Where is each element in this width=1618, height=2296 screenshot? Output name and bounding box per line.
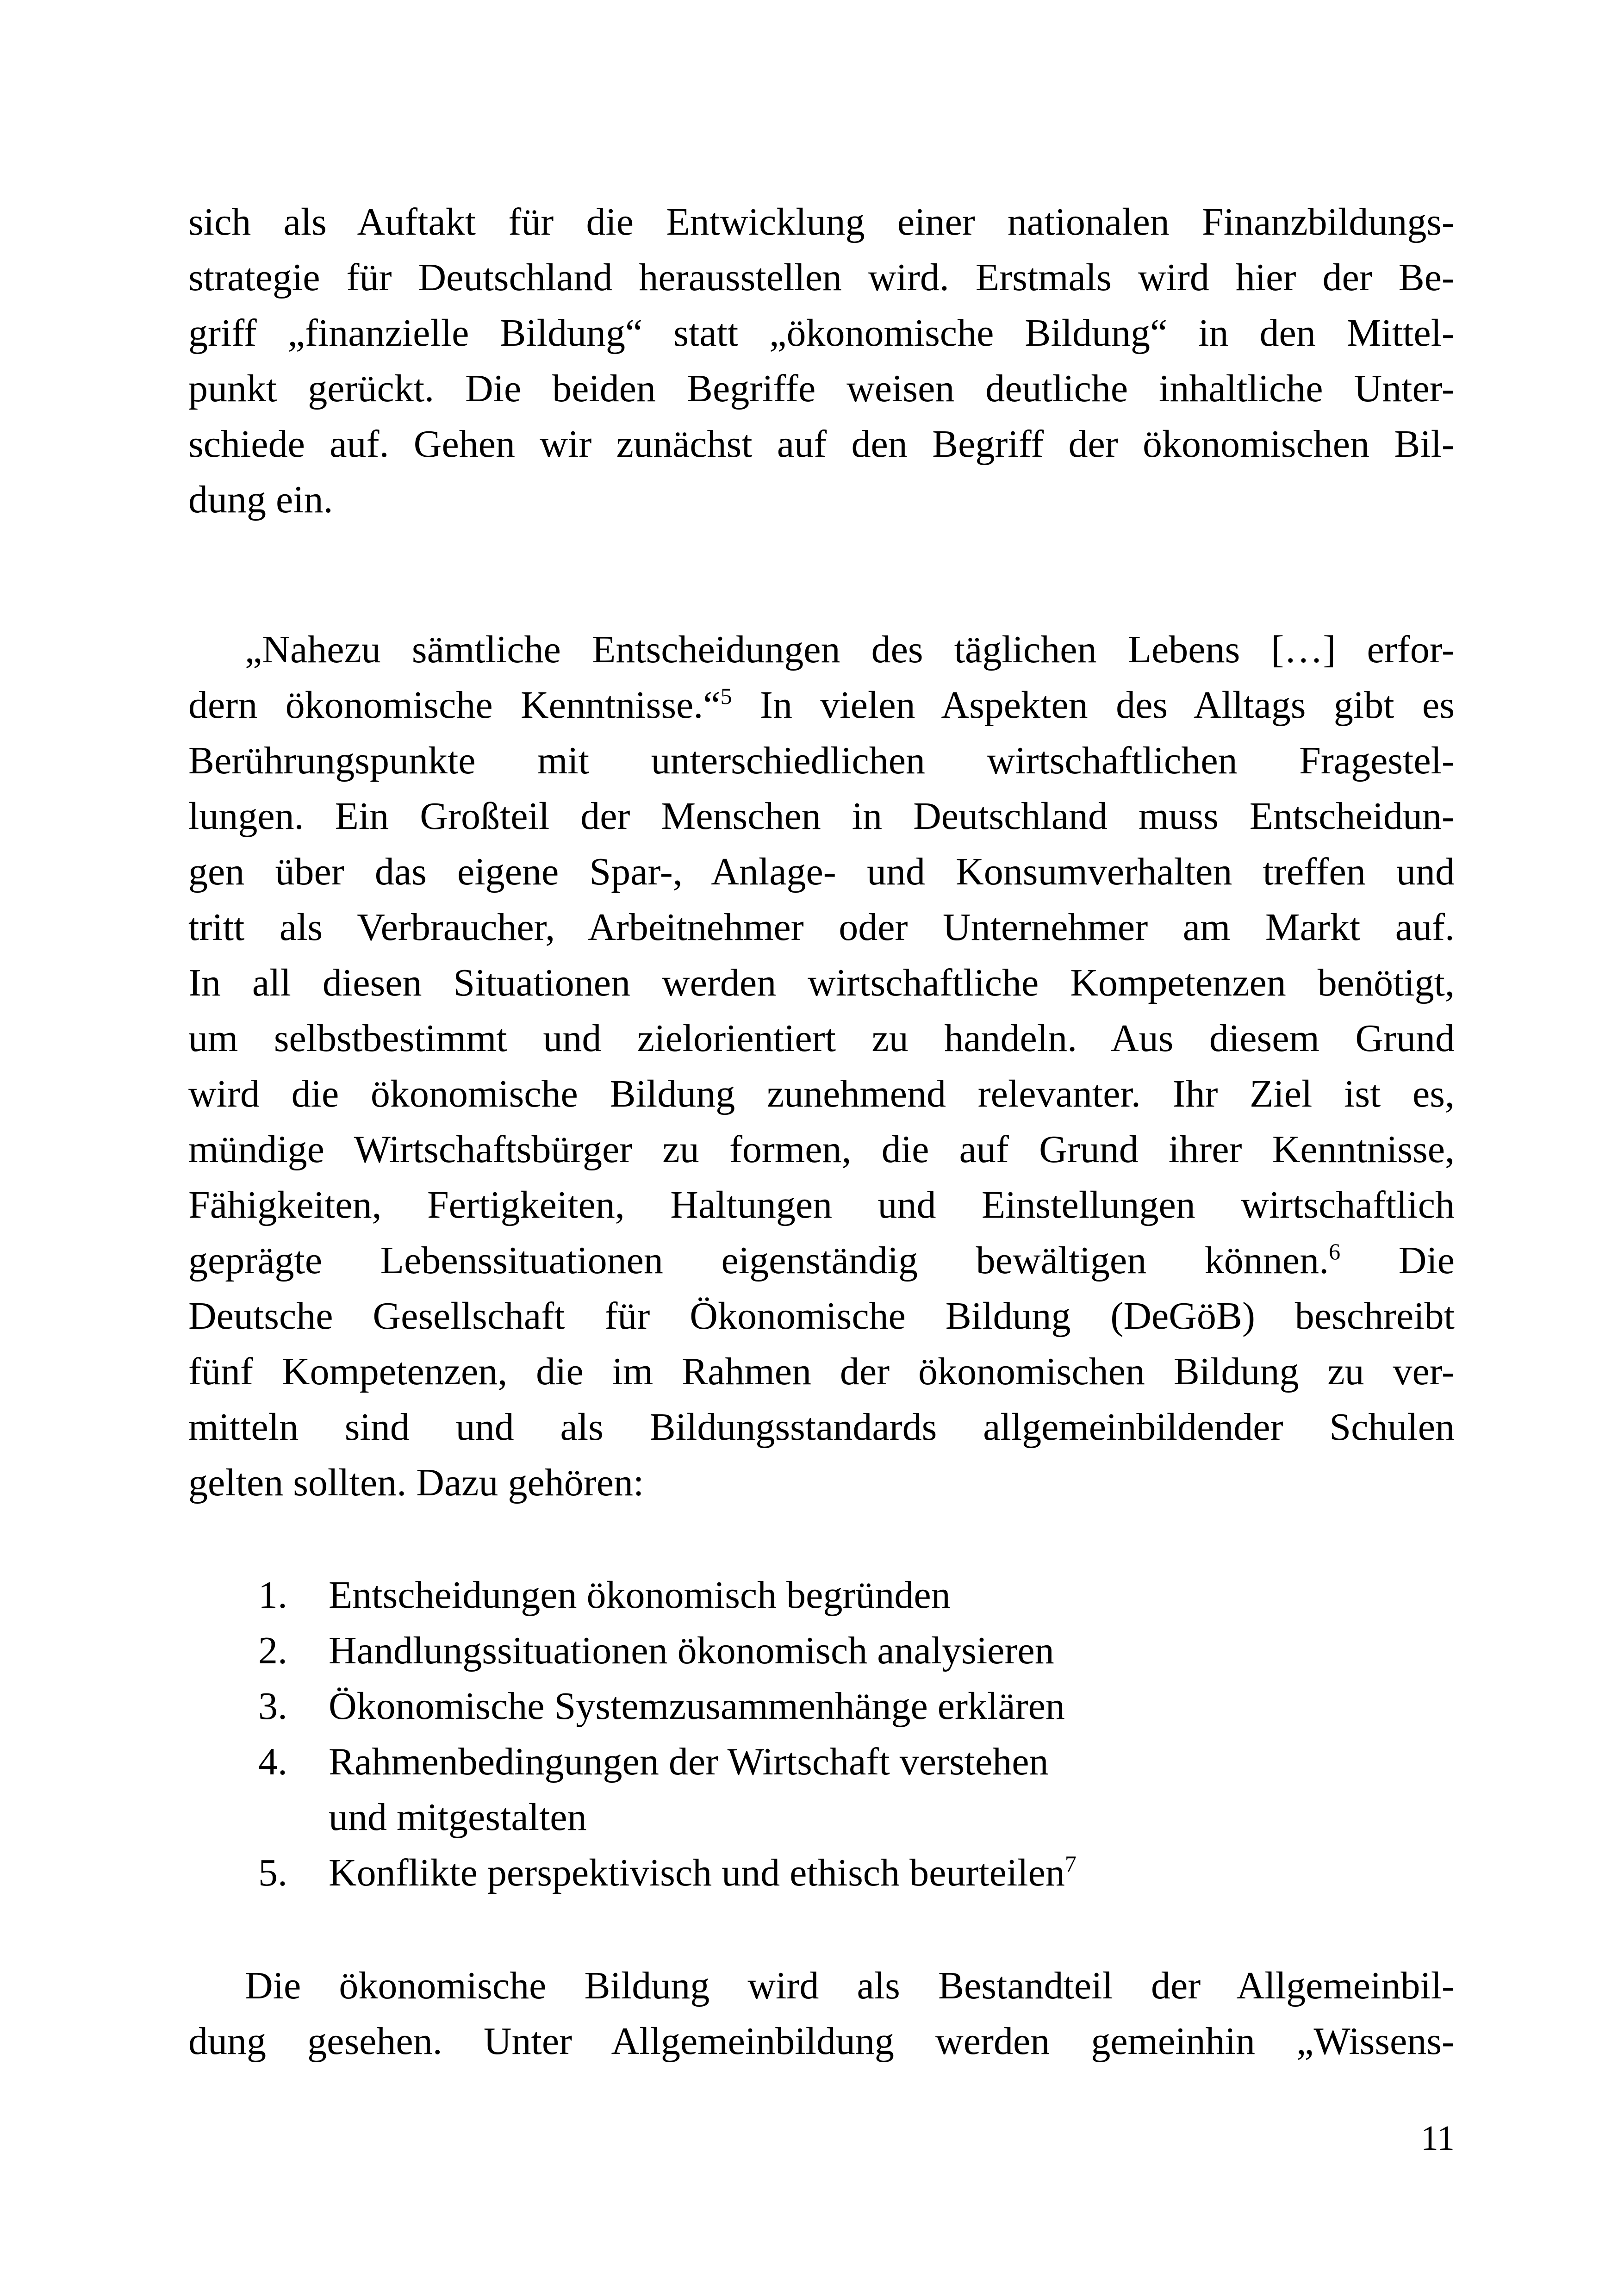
list-item-text: und mitgestalten	[329, 1796, 587, 1839]
list-item-text	[329, 1845, 1455, 1901]
paragraph-1	[188, 194, 1455, 528]
text-line	[188, 1233, 1455, 1288]
text-line: mündige Wirtschaftsbürger zu formen, die auf Grund ihrer Kenntnisse,	[188, 1128, 1455, 1171]
text-line: Fähigkeiten, Fertigkeiten, Haltungen und Einstellungen wirtschaftlich	[188, 1183, 1455, 1226]
footnote-marker-6[interactable]: 6	[1329, 1238, 1341, 1264]
text-line: dung gesehen. Unter Allgemeinbildung werden gemeinhin „Wissens-	[188, 2020, 1455, 2063]
list-item-text: Entscheidungen ökonomisch begründen	[329, 1574, 951, 1617]
text-line: Die ökonomische Bildung wird als Bestandteil der Allgemeinbil-	[245, 1964, 1455, 2007]
page-number: 11	[1420, 2119, 1455, 2158]
text-line: tritt als Verbraucher, Arbeitnehmer oder Unternehmer am Markt auf.	[188, 906, 1455, 949]
text-segment: geprägte Lebenssituationen eigenständig bewältigen können.	[188, 1239, 1329, 1282]
list-item	[188, 1679, 1455, 1734]
text-column	[188, 194, 1455, 2069]
text-line: gen über das eigene Spar-, Anlage- und Konsumverhalten treffen und	[188, 850, 1455, 893]
list-item	[188, 1845, 1455, 1901]
list-number: 3.	[258, 1685, 287, 1728]
footnote-marker-7[interactable]: 7	[1064, 1851, 1077, 1877]
text-segment: Die	[1340, 1239, 1455, 1282]
text-line: dung ein.	[188, 478, 333, 521]
text-line: In all diesen Situationen werden wirtschaftliche Kompetenzen benötigt,	[188, 961, 1455, 1004]
list-number: 4.	[258, 1740, 287, 1783]
text-line: gelten sollten. Dazu gehören:	[188, 1461, 644, 1504]
text-line: lungen. Ein Großteil der Menschen in Deutschland muss Entscheidun-	[188, 795, 1455, 838]
list-number: 1.	[258, 1574, 287, 1617]
text-line: wird die ökonomische Bildung zunehmend relevanter. Ihr Ziel ist es,	[188, 1072, 1455, 1115]
text-line: sich als Auftakt für die Entwicklung einer nationalen Finanzbildungs-	[188, 200, 1455, 243]
text-line: Deutsche Gesellschaft für Ökonomische Bildung (DeGöB) beschreibt	[188, 1294, 1455, 1338]
text-line: mitteln sind und als Bildungsstandards allgemeinbildender Schulen	[188, 1406, 1455, 1449]
list-item-text: Handlungssituationen ökonomisch analysieren	[329, 1629, 1054, 1672]
footnote-marker-5[interactable]: 5	[720, 683, 732, 709]
list-number: 2.	[258, 1629, 287, 1672]
list-item	[188, 1623, 1455, 1679]
list-item	[188, 1734, 1455, 1845]
text-line: „Nahezu sämtliche Entscheidungen des täglichen Lebens […] erfor-	[245, 628, 1455, 671]
text-line: Berührungspunkte mit unterschiedlichen wirtschaftlichen Fragestel-	[188, 739, 1455, 782]
paragraph-3	[188, 1958, 1455, 2069]
paragraph-2	[188, 622, 1455, 1511]
list-item-text: Rahmenbedingungen der Wirtschaft verstehen	[329, 1740, 1049, 1783]
list-number: 5.	[258, 1851, 287, 1894]
list-item-text: Ökonomische Systemzusammenhänge erklären	[329, 1685, 1065, 1728]
competencies-list	[188, 1568, 1455, 1901]
text-line	[188, 678, 1455, 733]
text-line: strategie für Deutschland herausstellen wird. Erstmals wird hier der Be-	[188, 256, 1455, 299]
text-line: fünf Kompetenzen, die im Rahmen der ökonomischen Bildung zu ver-	[188, 1350, 1455, 1393]
text-line: schiede auf. Gehen wir zunächst auf den Begriff der ökonomischen Bil-	[188, 423, 1455, 466]
text-segment: In vielen Aspekten des Alltags gibt es	[732, 684, 1455, 727]
text-segment: Konflikte perspektivisch und ethisch beurteilen	[329, 1851, 1065, 1894]
text-line: punkt gerückt. Die beiden Begriffe weisen deutliche inhaltliche Unter-	[188, 367, 1455, 410]
text-segment: dern ökonomische Kenntnisse.“	[188, 684, 721, 727]
text-line: griff „finanzielle Bildung“ statt „ökonomische Bildung“ in den Mittel-	[188, 311, 1455, 355]
list-item	[188, 1568, 1455, 1623]
text-line: um selbstbestimmt und zielorientiert zu handeln. Aus diesem Grund	[188, 1017, 1455, 1060]
